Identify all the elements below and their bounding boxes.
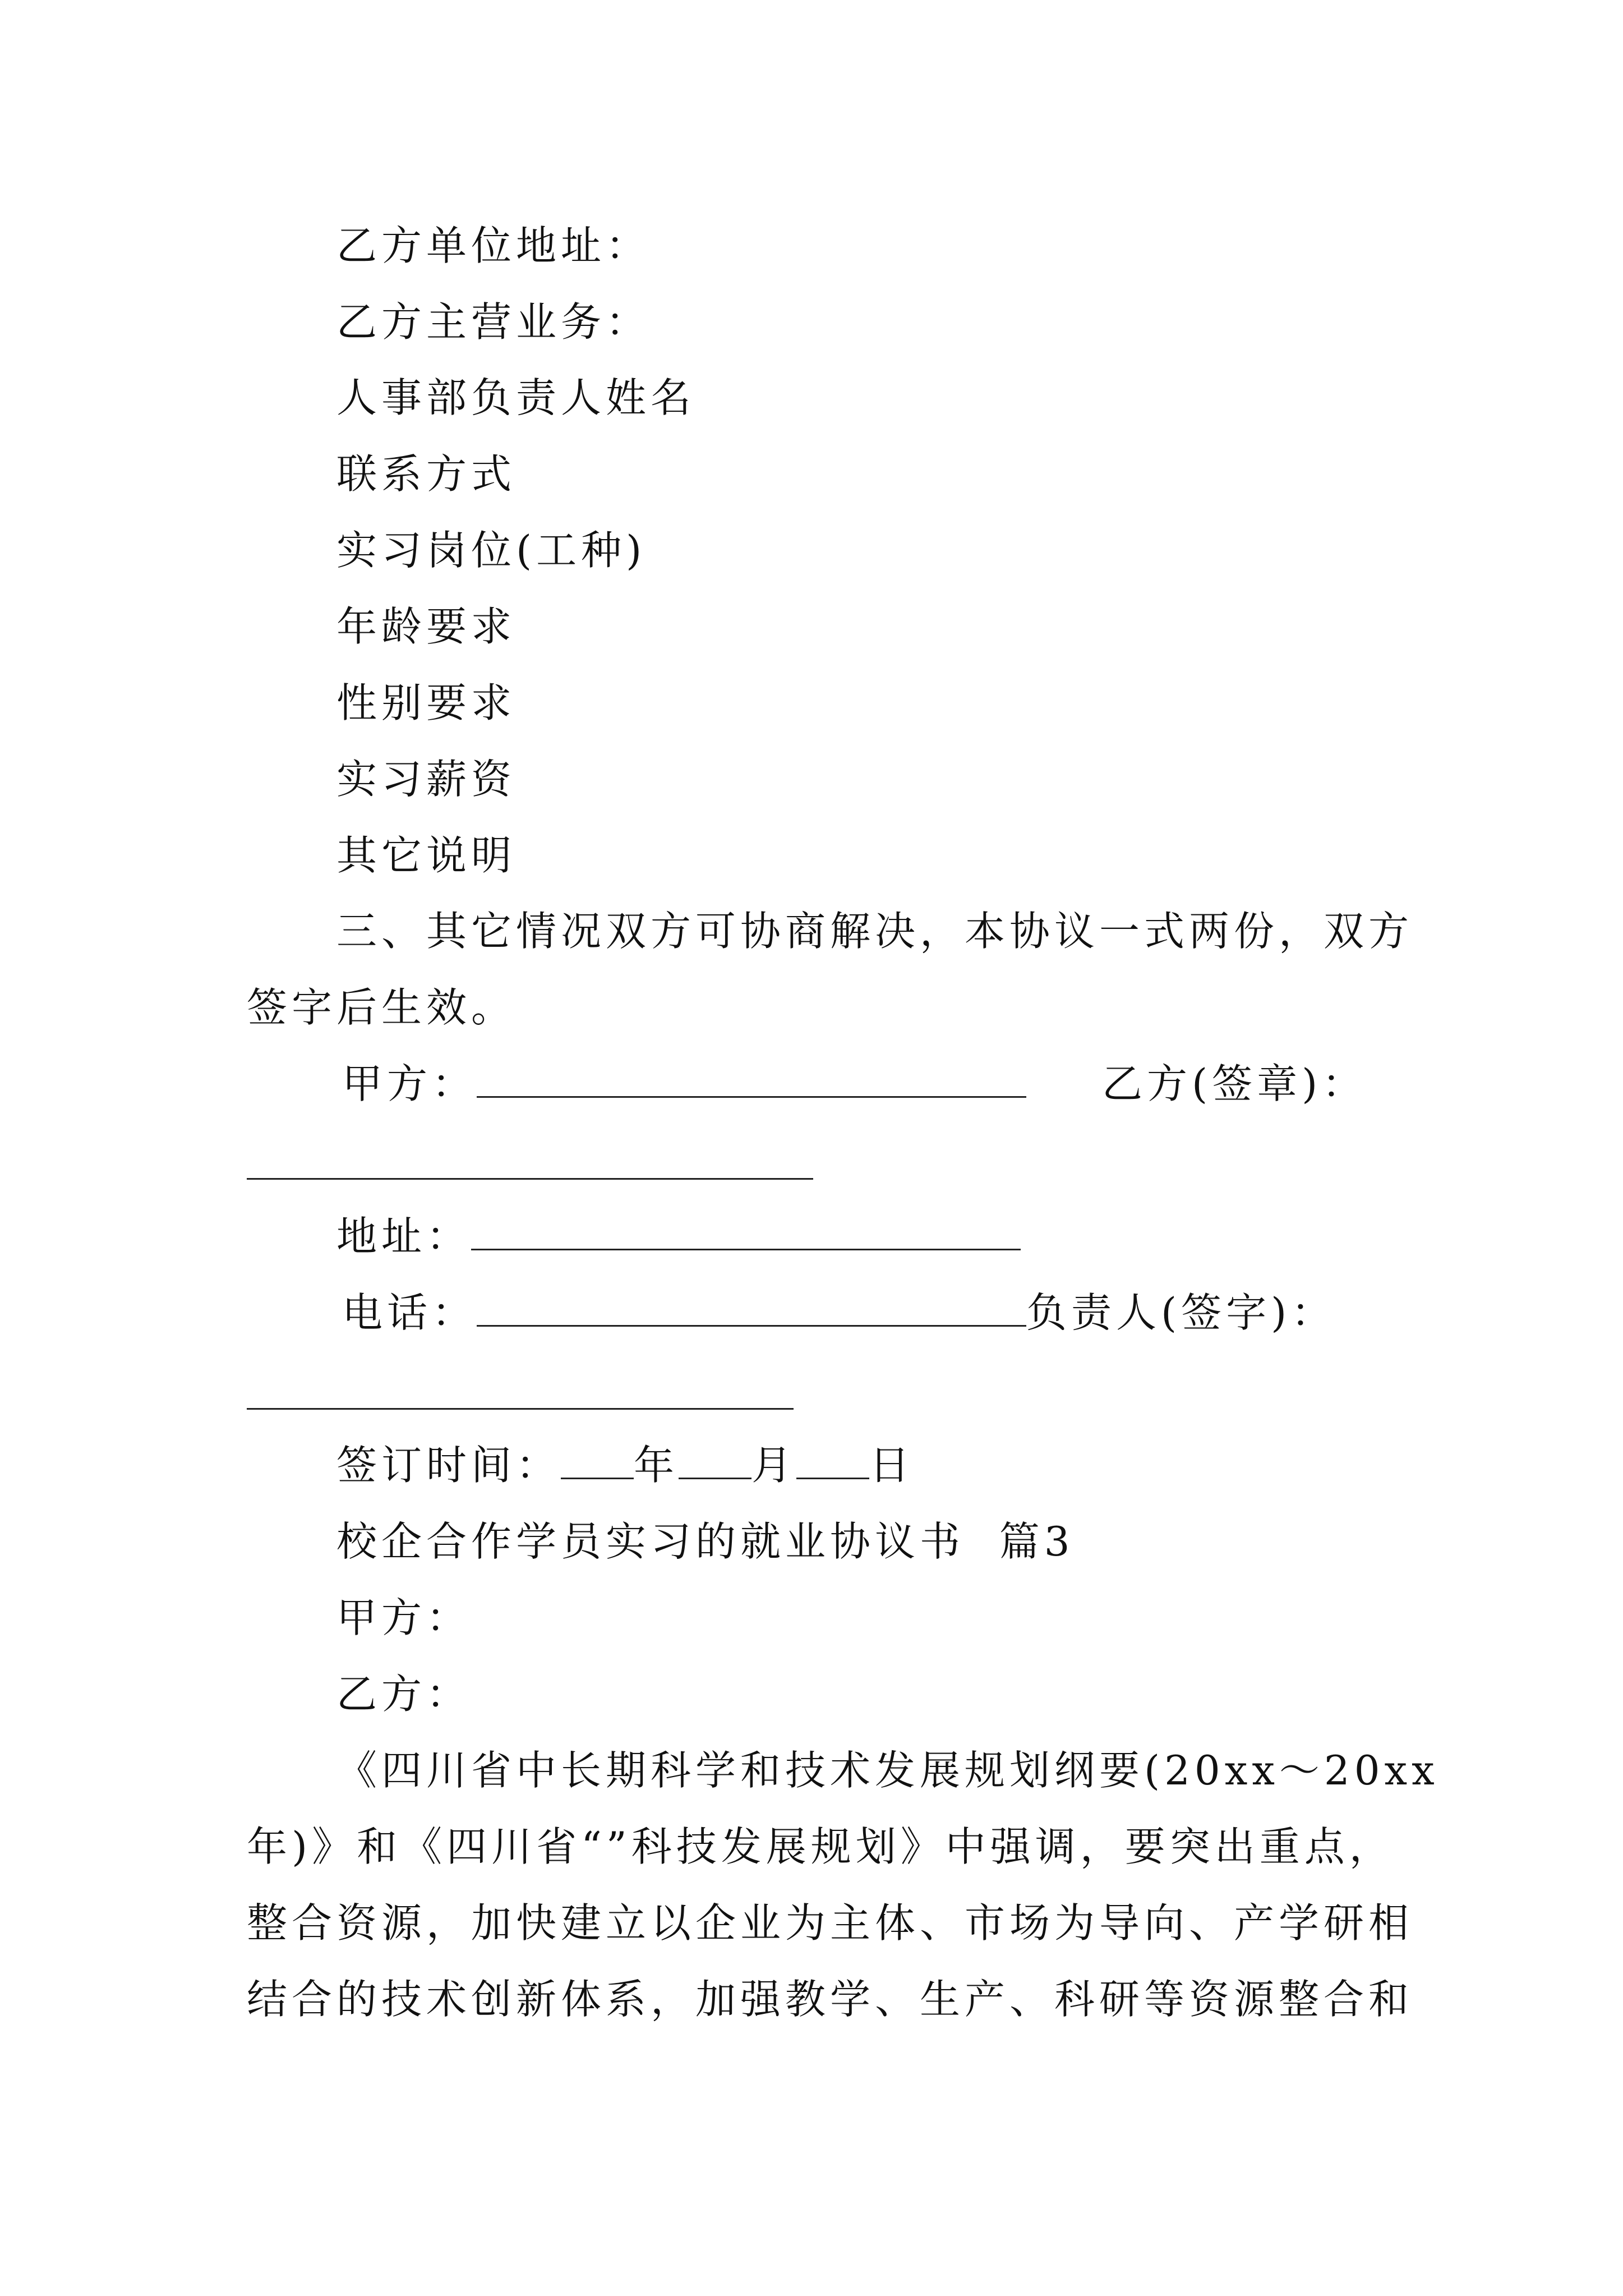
party-b-line: 乙方： (336, 1671, 472, 1718)
party-b-business-line: 乙方主营业务： (336, 298, 651, 346)
month-blank (679, 1444, 751, 1479)
party-a-signature-blank (477, 1062, 1026, 1098)
age-requirement-line: 年龄要求 (336, 603, 517, 650)
contact-method-line: 联系方式 (336, 450, 517, 498)
party-b-signature-blank (247, 1178, 813, 1180)
section-title: 校企合作学员实习的就业协议书 篇3 (336, 1518, 1075, 1565)
day-label: 日 (869, 1442, 915, 1489)
internship-position-line: 实习岗位(工种) (336, 527, 647, 574)
signing-date-row (336, 1439, 914, 1491)
phone-signature-row (342, 1287, 1336, 1338)
phone-blank (477, 1291, 1026, 1327)
paragraph-line-4: 结合的技术创新体系，加强教学、生产、科研等资源整合和 (247, 1976, 1414, 2023)
responsible-person-blank (247, 1408, 794, 1410)
responsible-person-label: 负责人(签字)： (1026, 1289, 1336, 1336)
party-b-seal-label: 乙方(签章)： (1102, 1060, 1367, 1107)
year-label: 年 (634, 1442, 679, 1489)
internship-salary-line: 实习薪资 (336, 756, 517, 803)
other-notes-line: 其它说明 (336, 832, 517, 879)
phone-label: 电话： (342, 1289, 477, 1336)
party-a-line: 甲方： (336, 1594, 472, 1641)
address-label: 地址： (336, 1213, 472, 1260)
party-a-label: 甲方： (342, 1060, 477, 1107)
signing-date-label: 签订时间： (336, 1442, 561, 1489)
hr-contact-name-line: 人事部负责人姓名 (336, 374, 696, 421)
address-blank (471, 1215, 1021, 1250)
month-label: 月 (751, 1442, 797, 1489)
paragraph-line-2: 年)》和《四川省“”科技发展规划》中强调，要突出重点， (247, 1823, 1394, 1870)
day-blank (796, 1444, 869, 1479)
gender-requirement-line: 性别要求 (336, 679, 517, 726)
paragraph-line-1: 《四川省中长期科学和技术发展规划纲要(20xx～20xx (336, 1747, 1439, 1794)
address-signature-row (336, 1211, 1021, 1262)
year-blank (561, 1444, 634, 1479)
clause-three-continuation: 签字后生效。 (247, 984, 517, 1031)
party-b-address-line: 乙方单位地址： (336, 222, 651, 269)
party-a-signature-row (342, 1058, 1367, 1110)
clause-three-line: 三、其它情况双方可协商解决，本协议一式两份，双方 (336, 908, 1414, 955)
paragraph-line-3: 整合资源，加快建立以企业为主体、市场为导向、产学研相 (247, 1899, 1414, 1947)
